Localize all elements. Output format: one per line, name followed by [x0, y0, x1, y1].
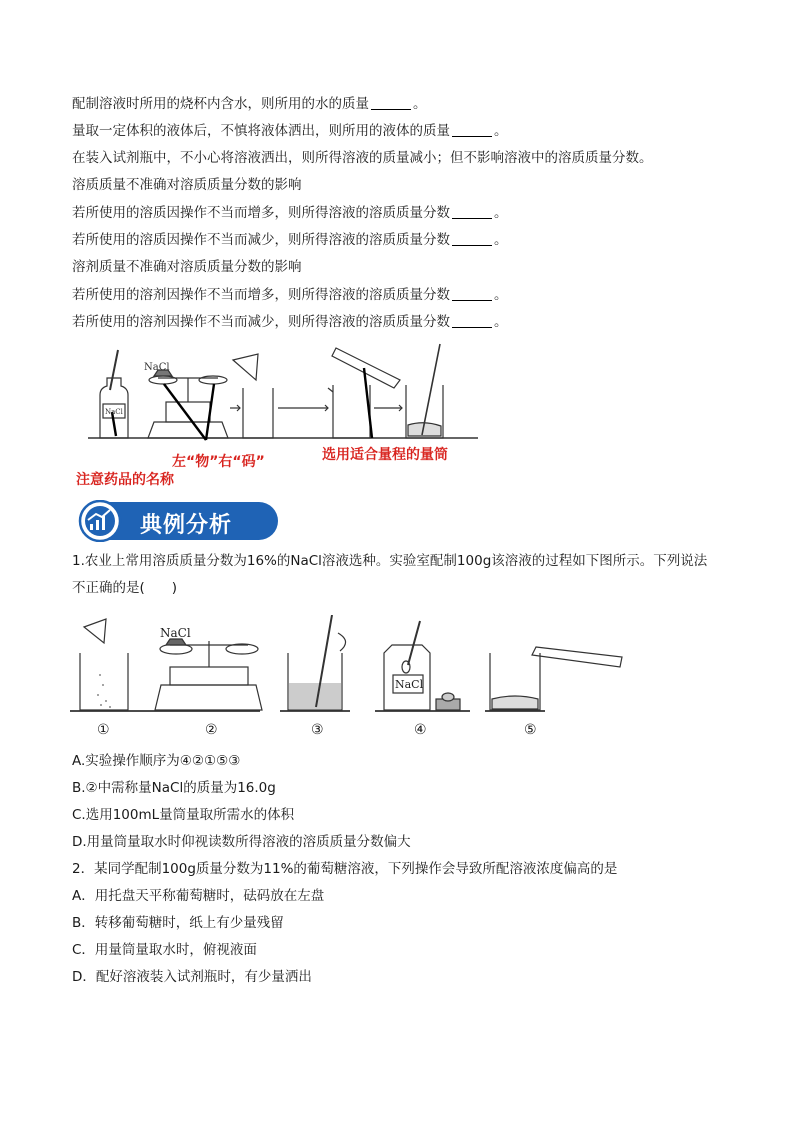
text-line-4: 溶质质量不准确对溶质质量分数的影响: [72, 177, 302, 193]
question1-stem-line1: 1.农业上常用溶质质量分数为16%的NaCl溶液选种。实验室配制100g该溶液的过程如下图所示。下列说法: [72, 553, 708, 569]
question2-option-d[interactable]: D．配好溶液装入试剂瓶时，有少量洒出: [72, 969, 312, 985]
graduated-cylinder-icon: [532, 647, 622, 667]
beaker-icon: [333, 385, 370, 438]
text-line-2: 量取一定体积的液体后，不慎将液体洒出，则所用的液体的质量 。: [72, 123, 508, 139]
step-label-3: ③: [311, 722, 324, 738]
balance-icon: [155, 685, 262, 710]
text-line-5: 若所使用的溶质因操作不当而增多，则所得溶液的溶质质量分数 。: [72, 205, 508, 221]
text-line-8: 若所使用的溶剂因操作不当而增多，则所得溶液的溶质质量分数 。: [72, 287, 508, 303]
text-line-3: 在装入试剂瓶中，不小心将溶液洒出，则所得溶液的质量减小；但不影响溶液中的溶质质量分数。: [72, 150, 653, 166]
text-line-7: 溶剂质量不准确对溶质质量分数的影响: [72, 259, 302, 275]
question2-option-c[interactable]: C．用量筒量取水时，俯视液面: [72, 942, 257, 958]
beaker-icon: [80, 653, 128, 710]
question1-option-b[interactable]: B.②中需称量NaCl的质量为16.0g: [72, 780, 276, 796]
step-label-4: ④: [414, 722, 427, 738]
question1-figure: [70, 615, 630, 715]
beaker-icon: [243, 388, 273, 438]
text-line-9: 若所使用的溶剂因操作不当而减少，则所得溶液的溶质质量分数 。: [72, 314, 508, 330]
question1-option-c[interactable]: C.选用100mL量筒量取所需水的体积: [72, 807, 295, 823]
solution-prep-figure: [88, 340, 478, 445]
text-line-1: 配制溶液时所用的烧杯内含水，则所用的水的质量 。: [72, 96, 427, 112]
answer-blank[interactable]: [371, 96, 411, 110]
question2-option-b[interactable]: B．转移葡萄糖时，纸上有少量残留: [72, 915, 284, 931]
answer-blank[interactable]: [452, 232, 492, 246]
choose-cylinder-label: 选用适合量程的量筒: [322, 447, 448, 463]
balance-icon: [148, 422, 228, 438]
step-label-5: ⑤: [524, 722, 537, 738]
answer-blank[interactable]: [452, 314, 492, 328]
answer-blank[interactable]: [452, 205, 492, 219]
question1-option-a[interactable]: A.实验操作顺序为④②①⑤③: [72, 753, 241, 769]
banner-title: 典例分析: [140, 513, 233, 538]
answer-blank[interactable]: [452, 123, 492, 137]
question1-stem-line2: 不正确的是( ): [72, 580, 178, 596]
step-label-1: ①: [97, 722, 110, 738]
left-object-right-weight-label: 左“物”右“码”: [172, 454, 265, 470]
step-label-2: ②: [205, 722, 218, 738]
answer-blank[interactable]: [452, 287, 492, 301]
nacl-label: NaCl: [160, 626, 191, 640]
bottle-label: NaCl: [395, 678, 424, 691]
bottle-label: NaCl: [105, 408, 123, 416]
question2-option-a[interactable]: A．用托盘天平称葡萄糖时，砝码放在左盘: [72, 888, 325, 904]
text-line-6: 若所使用的溶质因操作不当而减少，则所得溶液的溶质质量分数 。: [72, 232, 508, 248]
question2-stem: 2．某同学配制100g质量分数为11%的葡萄糖溶液，下列操作会导致所配溶液浓度偏高的是: [72, 861, 618, 877]
question1-option-d[interactable]: D.用量筒量取水时仰视读数所得溶液的溶质质量分数偏大: [72, 834, 411, 850]
reagent-name-label: 注意药品的名称: [76, 472, 174, 488]
nacl-label: NaCl: [144, 362, 170, 373]
